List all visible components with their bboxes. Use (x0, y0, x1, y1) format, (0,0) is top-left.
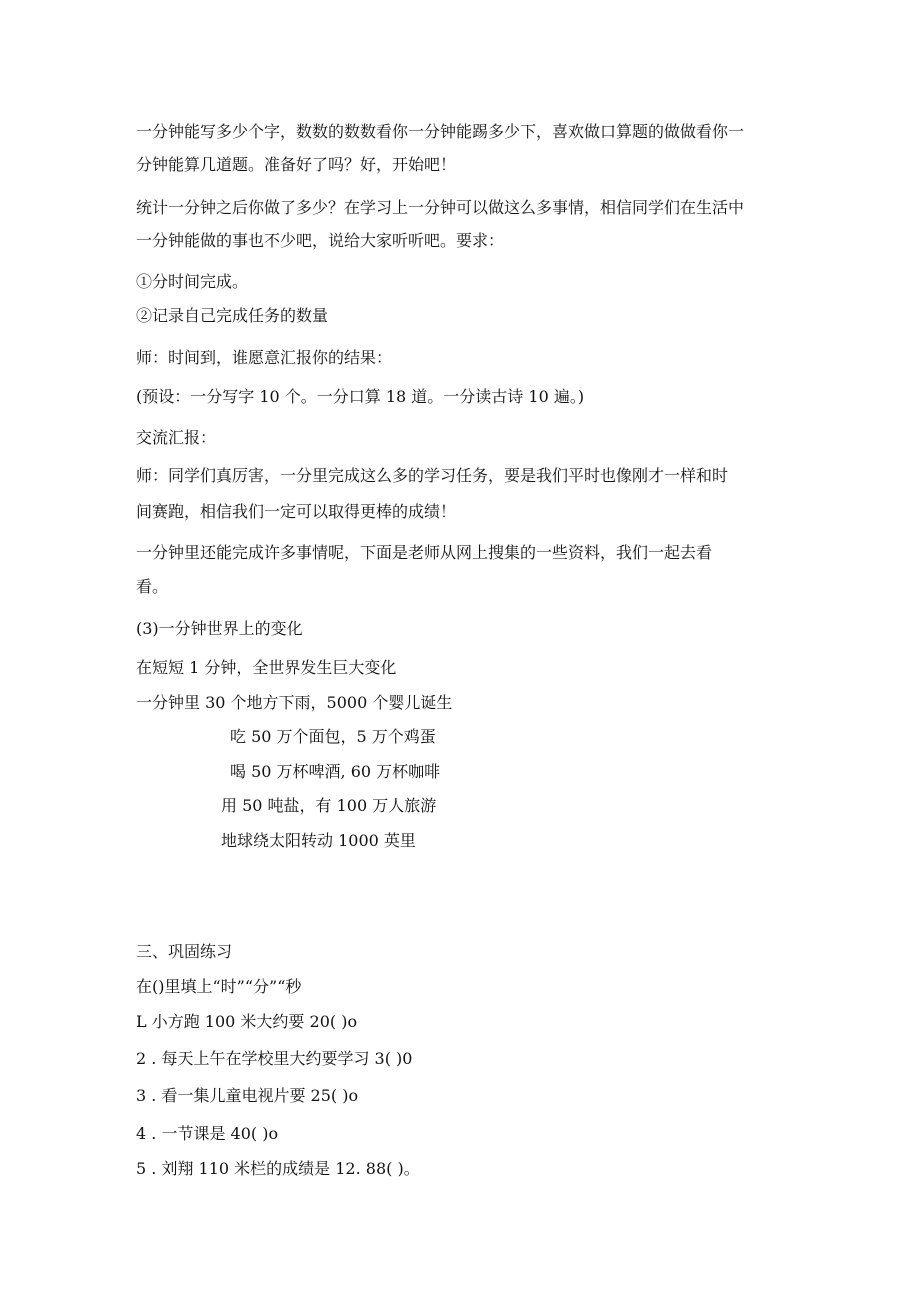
paragraph-1-line-1: 一分钟能写多少个字，数数的数数看你一分钟能踢多少下，喜欢做口算题的做做看你一 (136, 122, 745, 141)
paragraph-2-line-2: 一分钟能做的事也不少吧，说给大家听听吧。要求： (136, 231, 505, 250)
requirement-1: ①分时间完成。 (136, 272, 249, 291)
practice-item-3: 3 . 看一集儿童电视片要 25( )o (136, 1086, 359, 1105)
paragraph-1-line-2: 分钟能算几道题。准备好了吗？好，开始吧！ (136, 155, 457, 174)
world-change-line-5: 用 50 吨盐，有 100 万人旅游 (221, 796, 437, 815)
teacher-praise-line-2: 间赛跑，相信我们一定可以取得更棒的成绩！ (136, 502, 457, 521)
section-3-title: (3)一分钟世界上的变化 (136, 619, 303, 638)
requirement-2: ②记录自己完成任务的数量 (136, 306, 329, 325)
practice-heading: 三、巩固练习 (136, 942, 233, 961)
world-change-line-4: 喝 50 万杯啤酒, 60 万杯咖啡 (230, 762, 441, 781)
world-change-line-1: 在短短 1 分钟，全世界发生巨大变化 (136, 658, 397, 677)
transition-line-1: 一分钟里还能完成许多事情呢，下面是老师从网上搜集的一些资料，我们一起去看 (136, 543, 713, 562)
preset-note: (预设：一分写字 10 个。一分口算 18 道。一分读古诗 10 遍。) (136, 387, 585, 406)
practice-item-4: 4 . 一节课是 40( )o (136, 1124, 279, 1143)
teacher-praise-line-1: 师：同学们真厉害，一分里完成这么多的学习任务，要是我们平时也像刚才一样和时 (136, 466, 729, 485)
practice-item-5: 5 . 刘翔 110 米栏的成绩是 12. 88( )。 (136, 1159, 420, 1178)
world-change-line-6: 地球绕太阳转动 1000 英里 (221, 831, 416, 850)
world-change-line-3: 吃 50 万个面包，5 万个鸡蛋 (230, 727, 436, 746)
paragraph-2-line-1: 统计一分钟之后你做了多少？在学习上一分钟可以做这么多事情，相信同学们在生活中 (136, 198, 745, 217)
world-change-line-2: 一分钟里 30 个地方下雨，5000 个婴儿诞生 (136, 693, 453, 712)
practice-item-1: L 小方跑 100 米大约要 20( )o (136, 1012, 358, 1031)
exchange-report: 交流汇报： (136, 428, 217, 447)
practice-item-2: 2 . 每天上午在学校里大约要学习 3( )0 (136, 1049, 413, 1068)
teacher-prompt: 师：时间到，谁愿意汇报你的结果： (136, 348, 393, 367)
practice-instruction: 在()里填上“时”“分”“秒 (136, 977, 302, 996)
transition-line-2: 看。 (136, 577, 169, 596)
